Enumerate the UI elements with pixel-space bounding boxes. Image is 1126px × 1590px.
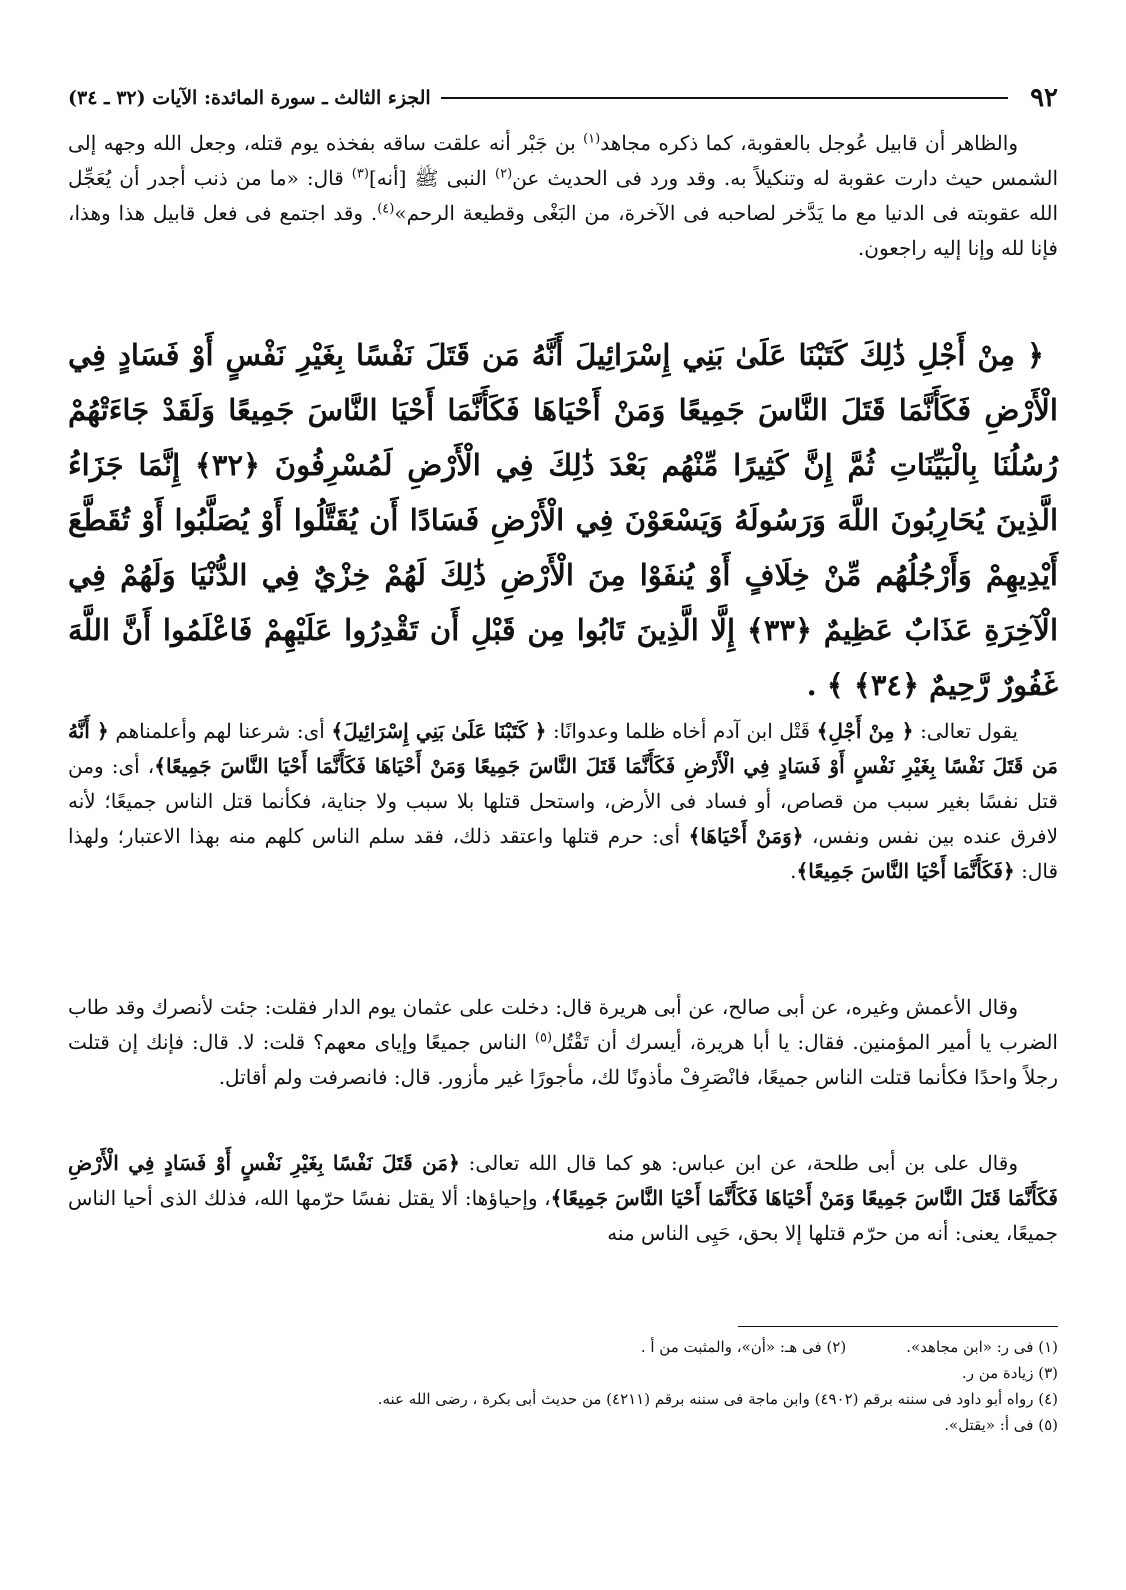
text-run: . وقد اجتمع فى فعل قابيل هذا وهذا، فإنا لله وإنا إليه راجعون. bbox=[68, 201, 1058, 260]
paragraph-abu-hurayra bbox=[68, 990, 1058, 1095]
footnote-ref-3[interactable]: (٣) bbox=[351, 166, 369, 182]
book-page bbox=[68, 78, 1058, 1578]
footnote-2: (٢) فى هـ: «أن»، والمثبت من أ . bbox=[640, 1338, 847, 1356]
paragraph-commentary-1 bbox=[68, 714, 1058, 889]
text-run: أى: شرعنا لهم وأعلمناهم bbox=[108, 719, 332, 743]
quote: ﴿ كَتَبْنَا عَلَىٰ بَنِي إِسْرَائِيلَ﴾ bbox=[331, 719, 547, 743]
footnote-3: (٣) زيادة من ر. bbox=[961, 1364, 1058, 1382]
text-run: بن جَبْر أنه علقت ساقه بفخذه يوم قتله، وجعل الله وجهه إلى الشمس حيث دارت عقوبة له وتنكيلاً به. وقد ورد فى الحديث عن bbox=[68, 131, 1059, 190]
footnote-rule bbox=[738, 1326, 1058, 1327]
text-run: ، أى: ومن قتل نفسًا بغير سبب من قصاص، أو فساد فى الأرض، واستحل قتلها بلا سبب ولا جناية، فكأنما قتل الناس جميعًا؛ لأنه لافرق عنده بين نفس ونفس، bbox=[68, 754, 1058, 848]
quote: ﴿ مِنْ أَجْلِ﴾ bbox=[816, 719, 914, 743]
footnote-row bbox=[68, 1334, 1058, 1360]
page-header bbox=[68, 78, 1058, 118]
running-title: الجزء الثالث ـ سورة المائدة: الآيات (٣٢ ـ ٣٤) bbox=[68, 87, 431, 109]
text-run: النبى ﷺ [أنه] bbox=[368, 166, 496, 190]
footnote-ref-4[interactable]: (٤) bbox=[377, 201, 395, 217]
footnote-1: (١) فى ر: «ابن مجاهد». bbox=[906, 1338, 1058, 1356]
text-run: قال: «ما من ذنب أجدر أن يُعَجِّل الله عقوبته فى الدنيا مع ما يَدَّخر لصاحبه فى الآخرة، من البَغْى وقطيعة الرحم» bbox=[68, 166, 1058, 225]
quote: ﴿ أَنَّهُ مَن قَتَلَ نَفْسًا بِغَيْرِ نَفْسٍ أَوْ فَسَادٍ فِي الْأَرْضِ فَكَأَنَّمَا قَتَلَ النَّاسَ جَمِيعًا وَمَنْ أَحْيَاهَا فَكَأَنَّمَا أَحْيَا النَّاسَ جَمِيعًا﴾ bbox=[68, 719, 1058, 778]
text-run: ، وإحياؤها: ألا يقتل نفسًا حرّمها الله، فذلك الذى أحيا الناس جميعًا، يعنى: أنه من حرّم قتلها إلا بحق، حَيِى الناس منه bbox=[68, 1186, 1058, 1245]
quote: ﴿مَن قَتَلَ نَفْسًا بِغَيْرِ نَفْسٍ أَوْ فَسَادٍ فِي الْأَرْضِ فَكَأَنَّمَا قَتَلَ النَّاسَ جَمِيعًا وَمَنْ أَحْيَاهَا فَكَأَنَّمَا أَحْيَا النَّاسَ جَمِيعًا﴾ bbox=[68, 1151, 1058, 1210]
quran-verse-block bbox=[68, 328, 1058, 713]
paragraph-ibn-abbas bbox=[68, 1146, 1058, 1251]
text-run: قَتْل ابن آدم أخاه ظلما وعدوانًا: bbox=[546, 719, 817, 743]
page-number: ٩٢ bbox=[1030, 83, 1058, 113]
footnotes bbox=[68, 1334, 1058, 1438]
footnote-ref-2[interactable]: (٢) bbox=[495, 166, 513, 182]
quran-verses-32-34: ﴿ مِنْ أَجْلِ ذَٰلِكَ كَتَبْنَا عَلَىٰ بَنِي إِسْرَائِيلَ أَنَّهُ مَن قَتَلَ نَفْسًا بِغَيْرِ نَفْسٍ أَوْ فَسَادٍ فِي الْأَرْضِ فَكَأَنَّمَا قَتَلَ النَّاسَ جَمِيعًا وَمَنْ أَحْيَاهَا فَكَأَنَّمَا أَحْيَا النَّاسَ جَمِيعًا وَلَقَدْ جَاءَتْهُمْ رُسُلُنَا بِالْبَيِّنَاتِ ثُمَّ إِنَّ كَثِيرًا مِّنْهُم بَعْدَ ذَٰلِكَ فِي الْأَرْضِ لَمُسْرِفُونَ ﴿٣٢﴾ إِنَّمَا جَزَاءُ الَّذِينَ يُحَارِبُونَ اللَّهَ وَرَسُولَهُ وَيَسْعَوْنَ فِي الْأَرْضِ فَسَادًا أَن يُقَتَّلُوا أَوْ يُصَلَّبُوا أَوْ تُقَطَّعَ أَيْدِيهِمْ وَأَرْجُلُهُم مِّنْ خِلَافٍ أَوْ يُنفَوْا مِنَ الْأَرْضِ ذَٰلِكَ لَهُمْ خِزْيٌ فِي الدُّنْيَا وَلَهُمْ فِي الْآخِرَةِ عَذَابٌ عَظِيمٌ ﴿٣٣﴾ إِلَّا الَّذِينَ تَابُوا مِن قَبْلِ أَن تَقْدِرُوا عَلَيْهِمْ فَاعْلَمُوا أَنَّ اللَّهَ غَفُورٌ رَّحِيمٌ ﴿٣٤﴾ ﴾ . bbox=[68, 338, 1058, 702]
footnote-5: (٥) فى أ: «يقتل». bbox=[944, 1416, 1058, 1434]
text-run: الناس جميعًا وإياى معهم؟ قلت: لا. قال: فإنك إن قتلت رجلاً واحدًا فكأنما قتلت الناس جميعًا، فانْصَرِفْ مأذونًا لك، مأجورًا غير مأزور. قال: فانصرفت ولم أقاتل. bbox=[68, 1030, 1058, 1089]
paragraph-intro bbox=[68, 126, 1058, 266]
text-run: يقول تعالى: bbox=[913, 719, 1018, 743]
quote: ﴿وَمَنْ أَحْيَاهَا﴾ bbox=[688, 824, 804, 848]
text-run: أى: حرم قتلها واعتقد ذلك، فقد سلم الناس كلهم منه بهذا الاعتبار؛ ولهذا قال: bbox=[68, 824, 1058, 883]
footnote-ref-1[interactable]: (١) bbox=[583, 131, 601, 147]
text-run: والظاهر أن قابيل عُوجل بالعقوبة، كما ذكره مجاهد bbox=[600, 131, 1018, 155]
text-run: وقال الأعمش وغيره، عن أبى صالح، عن أبى هريرة قال: دخلت على عثمان يوم الدار فقلت: جئت لأنصرك وقد طاب الضرب يا أمير المؤمنين. فقال: يا أبا هريرة، أيسرك أن تَقْتُل bbox=[68, 995, 1058, 1054]
footnote-4: (٤) رواه أبو داود فى سننه برقم (٤٩٠٢) وابن ماجة فى سننه برقم (٤٢١١) من حديث أبى بكرة ، رضى الله عنه. bbox=[377, 1390, 1058, 1408]
text-run: . bbox=[790, 859, 797, 883]
footnote-ref-5[interactable]: (٥) bbox=[534, 1030, 553, 1046]
quote: ﴿فَكَأَنَّمَا أَحْيَا النَّاسَ جَمِيعًا﴾ bbox=[796, 859, 1015, 883]
text-run: وقال على بن أبى طلحة، عن ابن عباس: هو كما قال الله تعالى: bbox=[459, 1151, 1018, 1175]
header-rule bbox=[441, 97, 1008, 99]
